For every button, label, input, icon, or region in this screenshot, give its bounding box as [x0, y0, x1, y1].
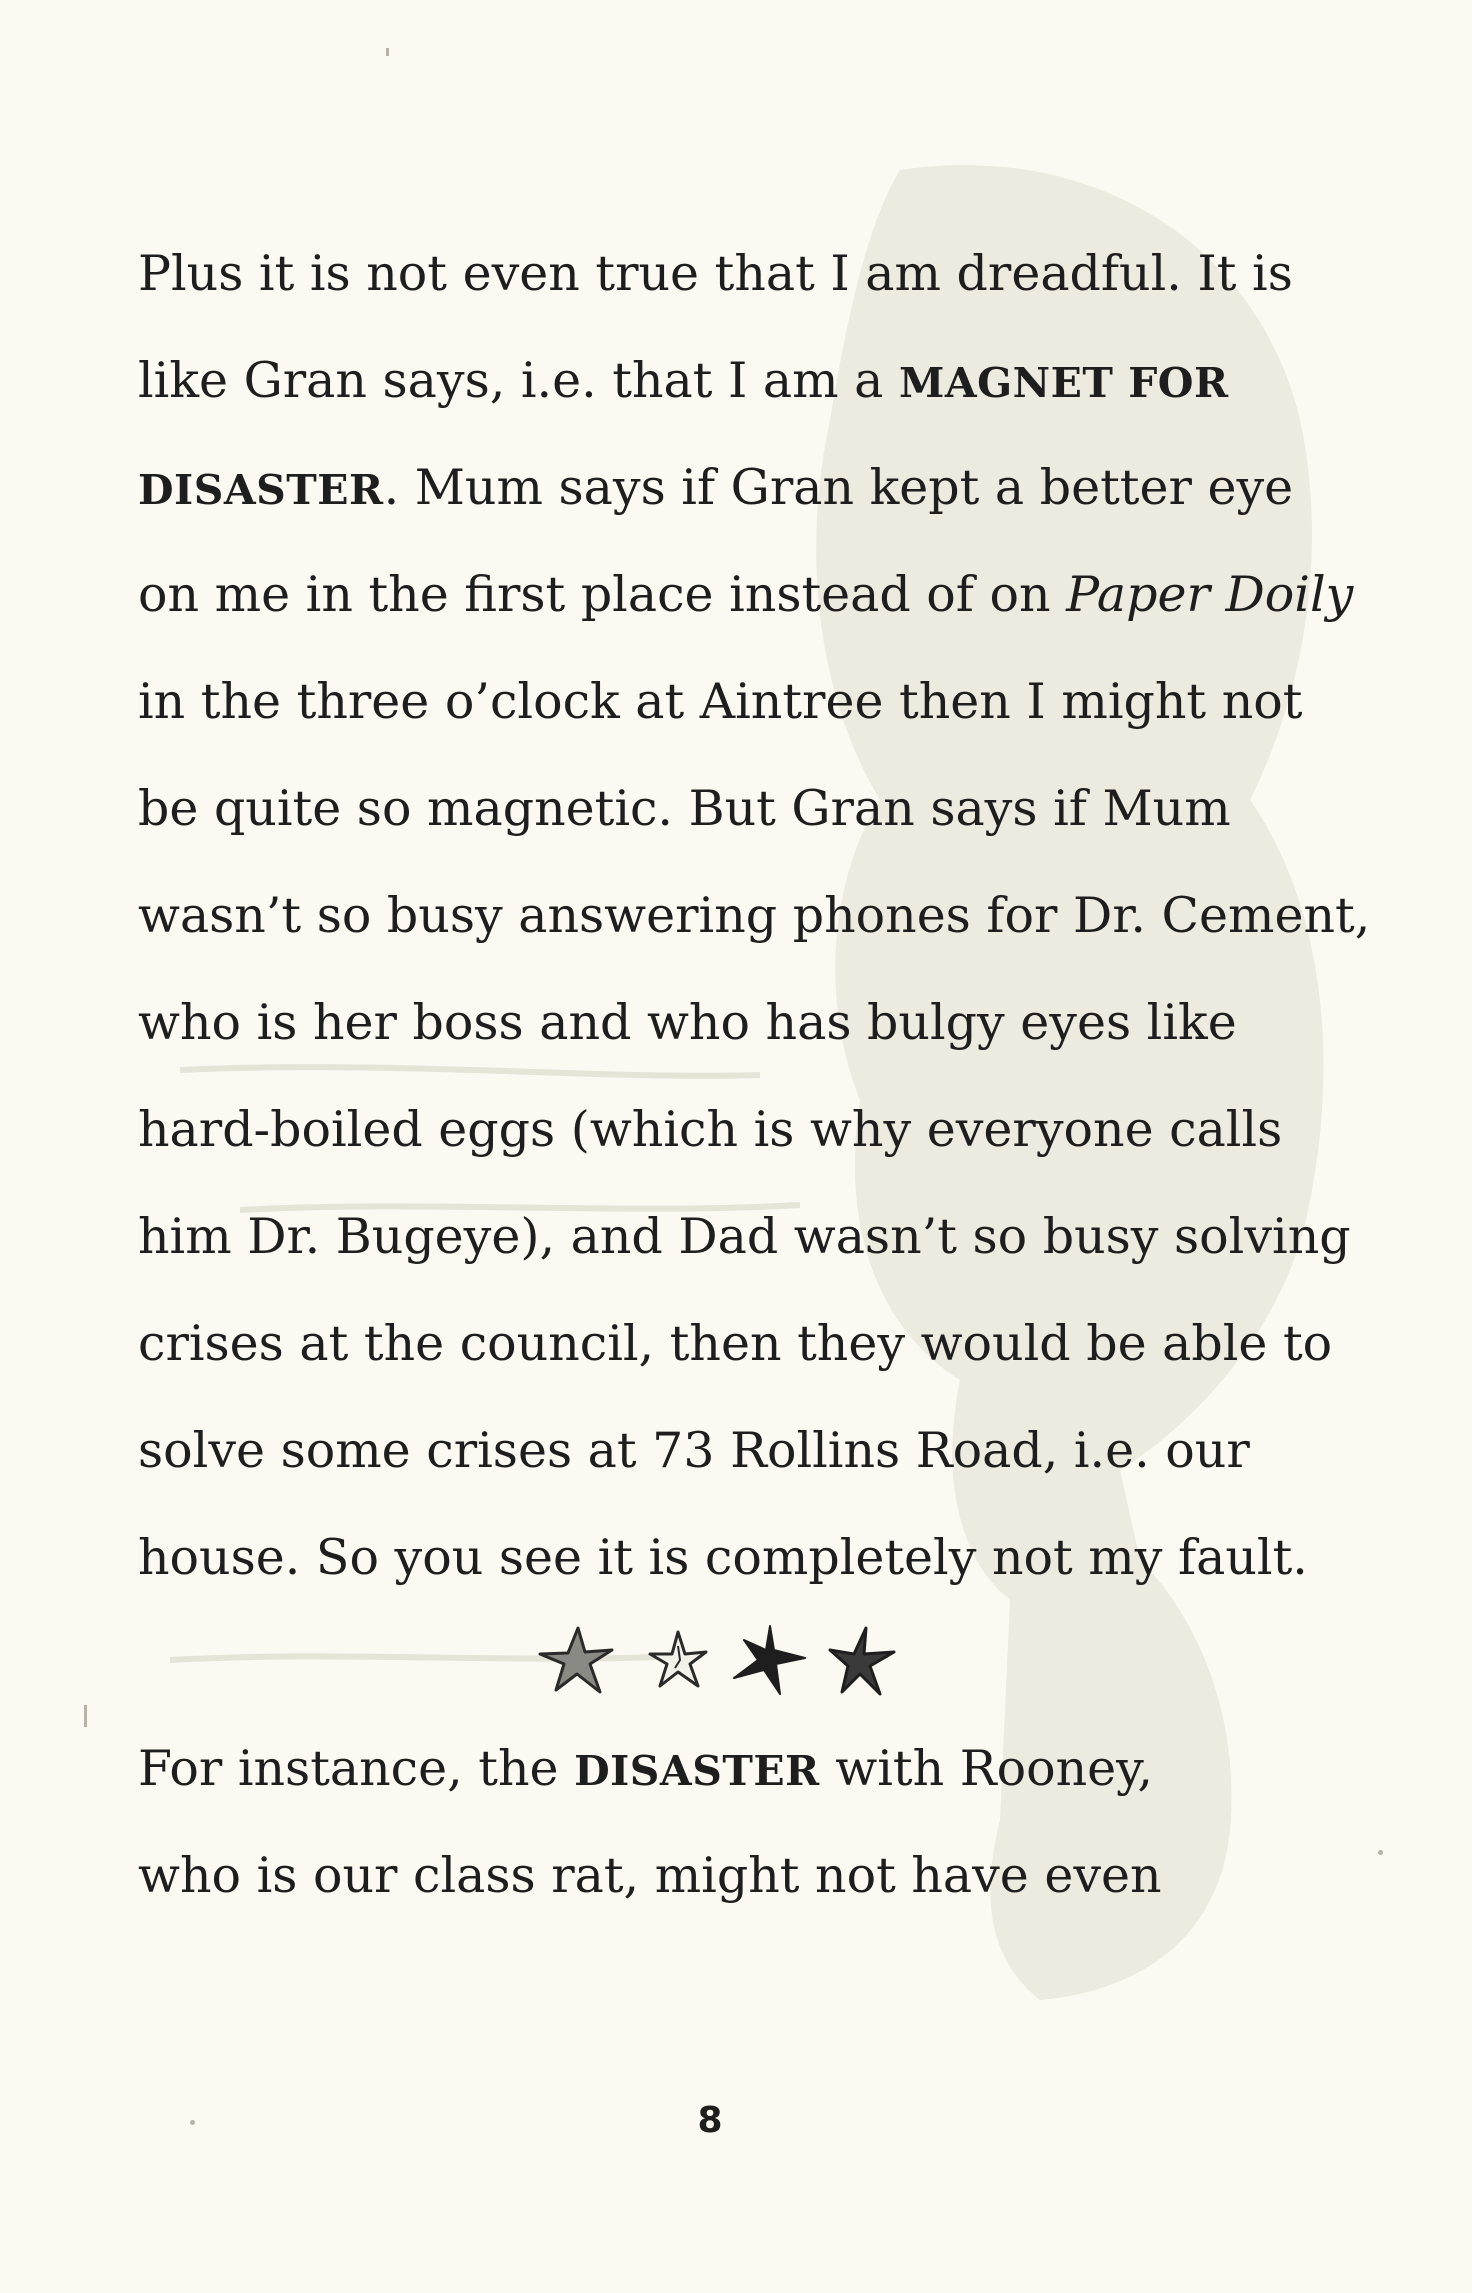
text-line: [138, 1715, 1368, 1822]
text-line: [138, 541, 1368, 648]
scan-speck: [84, 1705, 87, 1727]
star-icon: [540, 1628, 612, 1692]
text-line: house. So you see it is completely not my fault.: [138, 1529, 1308, 1586]
star-divider: [530, 1620, 910, 1700]
text-segment: with Rooney,: [819, 1740, 1153, 1797]
text-segment: on me in the first place instead of on: [138, 566, 1067, 623]
text-segment: like Gran says, i.e. that I am a: [138, 352, 899, 409]
text-line: hard-boiled eggs (which is why everyone calls: [138, 1101, 1283, 1158]
emphasis-bold: DISASTER: [574, 1747, 820, 1795]
emphasis-bold: MAGNET FOR: [898, 359, 1229, 407]
scan-speck: [190, 2120, 195, 2125]
text-line: who is our class rat, might not have even: [138, 1847, 1162, 1904]
scan-speck: [386, 48, 389, 56]
emphasis-italic: Paper Doily: [1066, 566, 1354, 623]
text-line: who is her boss and who has bulgy eyes like: [138, 994, 1237, 1051]
text-line: crises at the council, then they would be able to: [138, 1315, 1333, 1372]
scan-speck: [1378, 1850, 1383, 1855]
text-line: [138, 434, 1368, 541]
paragraph-1: [138, 220, 1371, 1611]
star-icon: [734, 1626, 805, 1694]
text-line: wasn’t so busy answering phones for Dr. Cement,: [138, 887, 1371, 944]
star-icon: [830, 1628, 894, 1694]
text-line: Plus it is not even true that I am dreadful. It is: [138, 245, 1293, 302]
text-line: in the three o’clock at Aintree then I might not: [138, 673, 1303, 730]
emphasis-bold: DISASTER: [138, 466, 384, 514]
text-line: solve some crises at 73 Rollins Road, i.e. our: [138, 1422, 1250, 1479]
text-segment: For instance, the: [138, 1740, 575, 1797]
star-icon: [650, 1632, 706, 1686]
text-line: [138, 327, 1368, 434]
page-number: 8: [697, 2100, 723, 2141]
text-segment: . Mum says if Gran kept a better eye: [383, 459, 1294, 516]
text-line: him Dr. Bugeye), and Dad wasn’t so busy solving: [138, 1208, 1351, 1265]
text-line: be quite so magnetic. But Gran says if Mum: [138, 780, 1231, 837]
paragraph-2: [138, 1715, 1368, 1929]
